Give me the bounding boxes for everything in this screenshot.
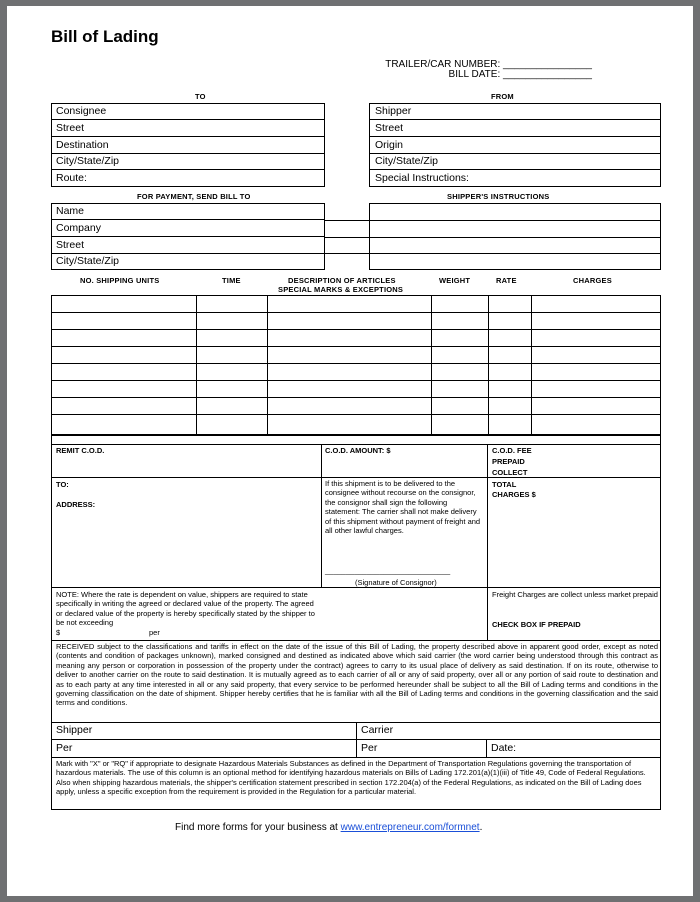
th-special-marks: SPECIAL MARKS & EXCEPTIONS: [278, 285, 404, 294]
from-street-field[interactable]: Street: [375, 122, 404, 134]
footer-suffix: .: [479, 822, 483, 833]
th-weight: WEIGHT: [439, 276, 471, 285]
origin-field[interactable]: Origin: [375, 139, 404, 151]
form-page: [7, 6, 693, 896]
freight-charges-note: Freight Charges are collect unless market prepaid: [492, 590, 658, 599]
consignor-statement: If this shipment is to be delivered to the consignee without recourse on the consignor, the consignor shall sign the following statement: The carrier shall not make delivery of this shipment without payment of freight and all other lawful charges.: [325, 479, 481, 536]
trailer-number-field[interactable]: TRAILER/CAR NUMBER: ________________: [385, 59, 592, 70]
consignor-signature-line[interactable]: ______________________________: [325, 566, 451, 575]
date-field[interactable]: Date:: [491, 742, 517, 754]
form-title: Bill of Lading: [51, 27, 159, 46]
footer-text: [175, 822, 482, 833]
value-note: NOTE: Where the rate is dependent on value, shippers are required to state specifically in writing the agreed or declared value of the property. The agreed or declared value of the property is hereby specifically stated by the shipper to be not exceeding: [56, 590, 315, 628]
to-city-state-zip-field[interactable]: City/State/Zip: [56, 155, 120, 167]
payment-street-field[interactable]: Street: [56, 239, 85, 251]
shipper-field[interactable]: Shipper: [375, 105, 412, 117]
cod-prepaid-label: PREPAID: [492, 457, 525, 466]
total-label: TOTAL: [492, 480, 517, 489]
route-field[interactable]: Route:: [56, 172, 87, 184]
total-charges-field[interactable]: CHARGES $: [492, 490, 536, 499]
consignor-signature-label: (Signature of Consignor): [355, 578, 437, 587]
payment-header: FOR PAYMENT, SEND BILL TO: [137, 192, 251, 201]
cod-amount-field[interactable]: C.O.D. AMOUNT: $: [325, 446, 391, 455]
th-time: TIME: [222, 276, 241, 285]
destination-field[interactable]: Destination: [56, 139, 109, 151]
th-description: DESCRIPTION OF ARTICLES: [288, 276, 396, 285]
carrier-per-field[interactable]: Per: [361, 742, 378, 754]
from-city-state-zip-field[interactable]: City/State/Zip: [375, 155, 439, 167]
footer-prefix: Find more forms for your business at: [175, 822, 341, 833]
special-instructions-field[interactable]: Special Instructions:: [375, 172, 469, 184]
from-header: FROM: [491, 92, 514, 101]
payment-company-field[interactable]: Company: [56, 222, 101, 234]
to-header: TO: [195, 92, 206, 101]
bill-date-field[interactable]: BILL DATE: ________________: [448, 69, 592, 80]
remit-address-field[interactable]: ADDRESS:: [56, 500, 96, 509]
th-rate: RATE: [496, 276, 517, 285]
payment-name-field[interactable]: Name: [56, 205, 85, 217]
shipper-signature-field[interactable]: Shipper: [56, 724, 93, 736]
carrier-signature-field[interactable]: Carrier: [361, 724, 394, 736]
shippers-instructions-header: SHIPPER'S INSTRUCTIONS: [447, 192, 550, 201]
to-street-field[interactable]: Street: [56, 122, 85, 134]
payment-city-state-zip-field[interactable]: City/State/Zip: [56, 255, 120, 267]
cod-collect-label: COLLECT: [492, 468, 528, 477]
remit-to-field[interactable]: TO:: [56, 480, 69, 489]
declared-value-dollar[interactable]: $: [56, 628, 61, 637]
check-box-prepaid[interactable]: CHECK BOX IF PREPAID: [492, 620, 581, 629]
remit-cod-label: REMIT C.O.D.: [56, 446, 105, 455]
received-terms: RECEIVED subject to the classifications and tariffs in effect on the date of the issue of this Bill of Lading, the property described above in apparent good order, except as noted (contents and condition of packages unknown), marked consigned and destined as indicated above which said carrier (the word carrier being understood through this contract as meaning any person or corporation in possession of the property under the contract) agrees to carry to its usual place of delivery as said destination. If on its route, otherwise to deliver to another carrier on the route to said destination. It is mutually agreed as to each carrier of all or any of said property, over all or any portion of said route to destination and as to each party at any time interested in all or any said property, that every service to be performed hereunder shall be subject to all the Bill of Lading terms and conditions in the governing classification on the date of shipment. Shipper hereby certifies that he is familiar with all the Bill of Lading terms and conditions in the governing classification and the said terms and conditions.: [56, 642, 658, 708]
th-shipping-units: NO. SHIPPING UNITS: [80, 276, 160, 285]
entrepreneur-link[interactable]: www.entrepreneur.com/formnet: [340, 822, 480, 833]
cod-fee-label: C.O.D. FEE: [492, 446, 532, 455]
consignee-field[interactable]: Consignee: [56, 105, 107, 117]
hazmat-note: Mark with "X" or "RQ" if appropriate to designate Hazardous Materials Substances as defined in the Department of Transportation Regulations governing the transportation of hazardous materials. The use of this column is an optional method for identifying hazardous materials on Bills of Lading 172.201(a)(1)(iii) of Title 49, Code of Federal Regulations. Also when shipping hazardous materials, the shipper's certification statement prescribed in section 172.204(a) of the Federal Regulations, as indicated on the Bill of Lading does apply, unless a specific exception from the requirement is provided in the Regulation for a particular material.: [56, 759, 646, 797]
th-charges: CHARGES: [573, 276, 612, 285]
declared-value-per[interactable]: per: [149, 628, 160, 637]
shipper-per-field[interactable]: Per: [56, 742, 73, 754]
